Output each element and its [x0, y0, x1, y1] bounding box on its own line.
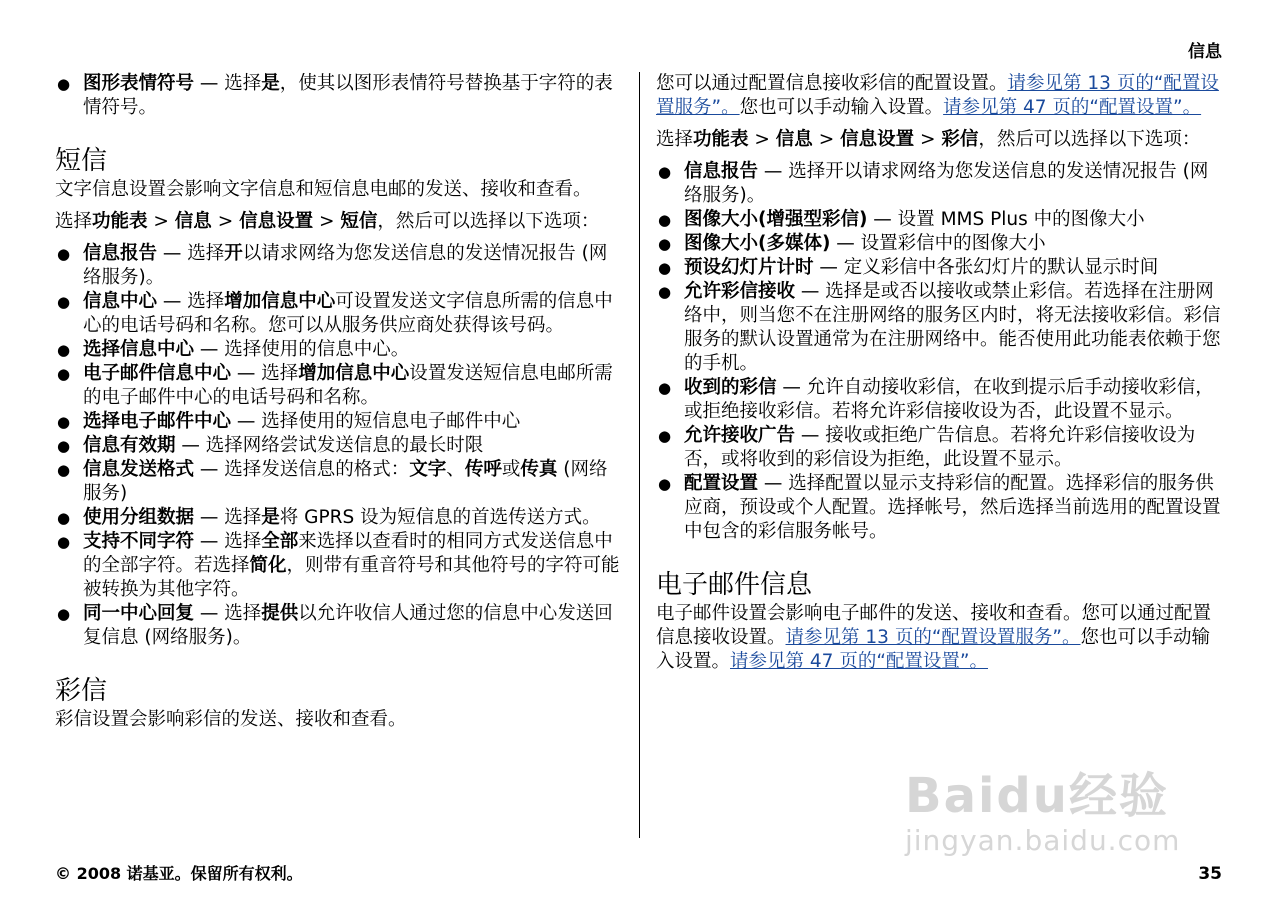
link-config-settings[interactable]: 请参见第 47 页的“配置设置”。 — [730, 651, 988, 672]
option-title: 选择电子邮件中心 — [83, 411, 232, 432]
sms-options-list — [55, 242, 623, 650]
option-text: ，则带有重音符号和其他符号的字符可能被转换为其他字符。 — [83, 555, 620, 600]
list-item — [55, 72, 623, 120]
path-sep: > — [748, 129, 776, 150]
option-text: (网络服务) — [83, 459, 608, 504]
option-text: 以允许收信人通过您的信息中心发送回复信息 (网络服务)。 — [83, 603, 613, 648]
option-text: — 设置彩信中的图像大小 — [830, 233, 1046, 254]
option-title: 信息中心 — [83, 291, 158, 312]
option-title: 信息有效期 — [83, 435, 176, 456]
list-item — [656, 376, 1226, 424]
link-config-service[interactable]: 请参见第 13 页的“配置设置服务”。 — [785, 627, 1081, 648]
option-text: — 选择 — [157, 243, 225, 264]
mms-config-paragraph — [656, 72, 1226, 120]
sms-menu-path — [55, 210, 623, 234]
option-text: 、 — [446, 459, 465, 480]
section-title-email: 电子邮件信息 — [656, 570, 813, 600]
option-text: 将 GPRS 设为短信息的首选传送方式。 — [279, 507, 601, 528]
option-text: — 选择 — [157, 291, 225, 312]
option-value: 开 — [224, 243, 243, 264]
path-sep: > — [812, 129, 841, 150]
path-step: 信息设置 — [840, 129, 915, 150]
list-item — [656, 424, 1226, 472]
option-title: 选择信息中心 — [83, 339, 195, 360]
option-text: — 选择发送信息的格式： — [194, 459, 410, 480]
sms-intro: 文字信息设置会影响文字信息和短信息电邮的发送、接收和查看。 — [55, 179, 592, 200]
list-item — [55, 290, 623, 338]
option-text: — 选择是或否以接收或禁止彩信。若选择在注册网络中，则当您不在注册网络的服务区内时，将无法接收彩信。彩信服务的默认设置通常为在注册网络中。能否使用此功能表依赖于您的手机。 — [684, 281, 1221, 374]
path-step: 信息设置 — [239, 211, 314, 232]
option-value: 简化 — [249, 555, 287, 576]
option-text: — 选择 — [194, 73, 262, 94]
path-step: 功能表 — [693, 129, 749, 150]
baidu-watermark — [905, 768, 1205, 878]
right-column — [656, 72, 1226, 674]
option-text: — 选择使用的信息中心。 — [194, 339, 410, 360]
option-text: — 选择 — [194, 531, 262, 552]
option-title: 使用分组数据 — [83, 507, 195, 528]
paragraph-text: 您可以通过配置信息接收彩信的配置设置。 — [656, 73, 1008, 94]
option-title: 允许彩信接收 — [684, 281, 796, 302]
option-text: — 选择配置以显示支持彩信的配置。选择彩信的服务供应商，预设或个人配置。选择帐号，然后选择当前选用的配置设置中包含的彩信服务帐号。 — [684, 473, 1221, 542]
option-text: 来选择以查看时的相同方式发送信息中的全部字符。若选择 — [83, 531, 613, 576]
column-divider — [639, 72, 640, 838]
option-title: 图像大小(多媒体) — [684, 233, 831, 254]
option-title: 图像大小(增强型彩信) — [684, 209, 868, 230]
page-header-title: 信息 — [1188, 42, 1222, 62]
section-title-sms: 短信 — [55, 146, 108, 176]
path-step: 信息 — [775, 129, 813, 150]
path-text: ，然后可以选择以下选项： — [978, 129, 1201, 150]
option-title: 电子邮件信息中心 — [83, 363, 232, 384]
list-item — [55, 458, 623, 506]
option-text: 或 — [501, 459, 521, 480]
list-item — [55, 410, 623, 434]
option-text: 以请求网络为您发送信息的发送情况报告 (网络服务)。 — [83, 243, 608, 288]
list-item — [55, 506, 623, 530]
list-item — [55, 242, 623, 290]
path-text: ，然后可以选择以下选项： — [377, 211, 600, 232]
path-sep: > — [313, 211, 341, 232]
option-text: — 允许自动接收彩信，在收到提示后手动接收彩信，或拒绝接收彩信。若将允许彩信接收设为否，此设置不显示。 — [684, 377, 1214, 422]
page-number: 35 — [1198, 864, 1222, 884]
option-text: — 选择 — [194, 507, 262, 528]
option-text: — 设置 MMS Plus 中的图像大小 — [867, 209, 1145, 230]
option-text: — 选择网络尝试发送信息的最长时限 — [175, 435, 484, 456]
option-text: — 选择使用的短信息电子邮件中心 — [231, 411, 521, 432]
list-item — [656, 232, 1226, 256]
option-value: 全部 — [261, 531, 299, 552]
list-item — [656, 256, 1226, 280]
list-item — [55, 434, 623, 458]
list-item — [55, 362, 623, 410]
path-text: 选择 — [55, 211, 93, 232]
mms-options-list — [656, 160, 1226, 544]
path-text: 选择 — [656, 129, 694, 150]
list-item — [656, 472, 1226, 544]
watermark-logo: Baidu经验 — [905, 768, 1169, 824]
option-value: 是 — [261, 73, 280, 94]
list-item — [656, 280, 1226, 376]
paragraph-text: 电子邮件设置会影响电子邮件的发送、接收和查看。您可以通过配置信息接收设置。 — [656, 603, 1212, 648]
option-value: 是 — [261, 507, 280, 528]
option-title: 预设幻灯片计时 — [684, 257, 814, 278]
copyright: © 2008 诺基亚。保留所有权利。 — [55, 864, 303, 883]
list-item — [656, 160, 1226, 208]
option-text: — 定义彩信中各张幻灯片的默认显示时间 — [813, 257, 1159, 278]
mms-intro: 彩信设置会影响彩信的发送、接收和查看。 — [55, 709, 407, 730]
option-text: ，使其以图形表情符号替换基于字符的表情符号。 — [83, 73, 613, 118]
emoticon-list — [55, 72, 623, 120]
path-sep: > — [147, 211, 175, 232]
option-text: — 选择 — [231, 363, 299, 384]
section-title-mms: 彩信 — [55, 676, 108, 706]
email-paragraph — [656, 602, 1226, 674]
watermark-url: jingyan.baidu.com — [905, 824, 1181, 857]
option-title: 允许接收广告 — [684, 425, 796, 446]
option-text: — 接收或拒绝广告信息。若将允许彩信接收设为否，或将收到的彩信设为拒绝，此设置不显示。 — [684, 425, 1196, 470]
list-item — [55, 338, 623, 362]
path-sep: > — [914, 129, 942, 150]
option-title: 支持不同字符 — [83, 531, 195, 552]
path-step: 信息 — [174, 211, 212, 232]
option-text: — 选择开以请求网络为您发送信息的发送情况报告 (网络服务)。 — [684, 161, 1209, 206]
option-value: 传呼 — [464, 459, 502, 480]
option-value: 传真 — [520, 459, 558, 480]
option-text: — 选择 — [194, 603, 262, 624]
option-value: 提供 — [261, 603, 299, 624]
option-title: 信息报告 — [83, 243, 158, 264]
option-value: 增加信息中心 — [224, 291, 336, 312]
option-value: 文字 — [409, 459, 447, 480]
mms-menu-path — [656, 128, 1226, 152]
option-title: 同一中心回复 — [83, 603, 195, 624]
link-config-settings[interactable]: 请参见第 47 页的“配置设置”。 — [943, 97, 1202, 118]
list-item — [656, 208, 1226, 232]
option-title: 配置设置 — [684, 473, 759, 494]
list-item — [55, 530, 623, 602]
option-text: 可设置发送文字信息所需的信息中心的电话号码和名称。您可以从服务供应商处获得该号码。 — [83, 291, 613, 336]
link-config-service[interactable]: 请参见第 13 页的“配置设置服务”。 — [656, 73, 1219, 118]
list-item — [55, 602, 623, 650]
option-title: 信息报告 — [684, 161, 759, 182]
path-sep: > — [211, 211, 240, 232]
option-title: 图形表情符号 — [83, 73, 195, 94]
option-title: 信息发送格式 — [83, 459, 195, 480]
path-step: 彩信 — [941, 129, 979, 150]
option-text: 设置发送短信息电邮所需的电子邮件中心的电话号码和名称。 — [83, 363, 613, 408]
path-step: 短信 — [340, 211, 378, 232]
paragraph-text: 您也可以手动输入设置。 — [656, 627, 1211, 672]
option-title: 收到的彩信 — [684, 377, 777, 398]
paragraph-text: 您也可以手动输入设置。 — [739, 97, 944, 118]
path-step: 功能表 — [92, 211, 148, 232]
left-column — [55, 72, 623, 732]
option-value: 增加信息中心 — [298, 363, 410, 384]
